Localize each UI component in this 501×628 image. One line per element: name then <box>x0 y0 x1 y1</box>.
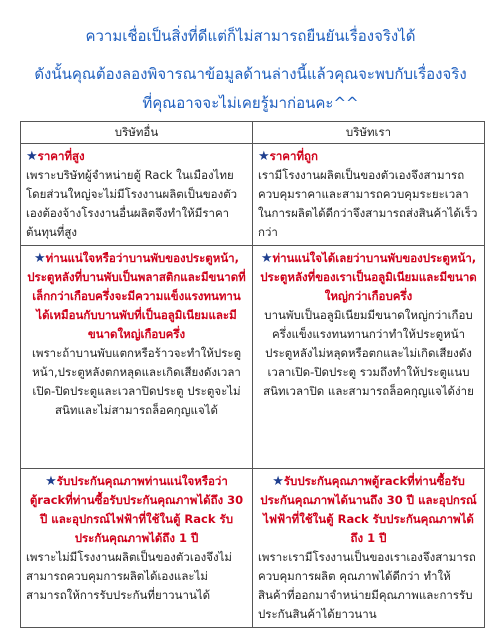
cell-other-hinge <box>21 246 253 469</box>
star-icon: ★ <box>258 149 270 164</box>
cell-other-price <box>21 144 253 246</box>
table-header-row <box>21 122 485 144</box>
star-icon: ★ <box>33 251 46 266</box>
cell-our-price <box>253 144 485 246</box>
star-icon: ★ <box>26 149 38 164</box>
headline-line-1: ความเชื่อเป็นสิ่งที่ดีแต่ก็ไม่สามารถยืนยันเรื่องจริงได้ <box>85 27 416 45</box>
title-text: ราคาที่สูง <box>37 149 85 163</box>
row-body: เพราะถ้าบานพับแตกหรือร้าวจะทำให้ประตูหน้า,ประตูหลังตกหลุดและเกิดเสียงดังเวลาเปิด-ปิดประตูและเวลาปิดประตู ประตูจะไม่สนิทและไม่สามารถล็อคกุญแจได้ <box>31 346 242 417</box>
table-row <box>21 469 485 628</box>
comparison-table <box>20 121 485 628</box>
table-row <box>21 246 485 469</box>
row-title <box>258 472 479 548</box>
row-body: เรามีโรงงานผลิตเป็นของตัวเองจึงสามารถควบคุมราคาและสามารถควบคุมระยะเวลาในการผลิตได้ดีกว่าจึงสามารถส่งสินค้าได้เร็วกว่า <box>258 168 478 239</box>
star-icon: ★ <box>260 251 273 266</box>
cell-our-warranty <box>253 469 485 628</box>
row-body: เพราะไม่มีโรงงานผลิตเป็นของตัวเองจึงไม่สามารถควบคุมการผลิตได้เองและไม่สามารถให้การรับประกันที่ยาวนานได้ <box>26 550 232 602</box>
star-icon: ★ <box>45 474 57 489</box>
title-text: ราคาที่ถูก <box>269 149 318 163</box>
star-icon: ★ <box>272 474 284 489</box>
row-title <box>258 147 479 166</box>
header-other-company: บริษัทอื่น <box>21 122 253 144</box>
row-body: เพราะเรามีโรงงานเป็นของเราเองจึงสามารถควบคุมการผลิต คุณภาพได้ดีกว่า ทำให้สินค้าที่ออกมาจำหน่ายมีคุณภาพและการรับประกันสินค้าได้ยาวนาน <box>258 550 476 621</box>
headline-line-2: ดังนั้นคุณต้องลองพิจารณาข้อมูลด้านล่างนี้แล้วคุณจะพบกับเรื่องจริง <box>34 65 467 83</box>
row-title <box>258 249 479 306</box>
row-title <box>26 249 247 344</box>
row-title <box>26 147 247 166</box>
cell-other-warranty <box>21 469 253 628</box>
title-text: ท่านแน่ใจหรือว่าบานพับของประตูหน้า, ประตูหลังที่บานพับเป็นพลาสติกและมีขนาดที่เล็กกว่าเกือบครึ่งจะมีความแข็งแรงทนทานได้เหมือนกับบานพับที่เป็นอลูมิเนียมและมีขนาดใหญ่เกือบครึ่ง <box>27 251 246 341</box>
title-text: รับประกันคุณภาพท่านแน่ใจหรือว่าตู้rackที่ท่านซื้อรับประกันคุณภาพได้ถึง 30 ปี และอุปกรณ์ไฟฟ้าที่ใช้ในตู้ Rack รับประกันคุณภาพได้ถึง 1 ปี <box>29 474 244 545</box>
cell-our-hinge <box>253 246 485 469</box>
headline-line-3: ที่คุณอาจจะไม่เคยรู้มาก่อนคะ^^ <box>142 94 359 112</box>
header-our-company: บริษัทเรา <box>253 122 485 144</box>
row-body: เพราะบริษัทผู้จำหน่ายตู้ Rack ในเมืองไทยโดยส่วนใหญ่จะไม่มีโรงงานผลิตเป็นของตัวเองต้องจ้างโรงงานอื่นผลิตจึงทำให้มีราคาต้นทุนที่สูง <box>26 168 238 239</box>
title-text: รับประกันคุณภาพตู้rackที่ท่านซื้อรับประกันคุณภาพได้นานถึง 30 ปี และอุปกรณ์ไฟฟ้าที่ใช้ในตู้ Rack รับประกันคุณภาพได้ถึง 1 ปี <box>260 474 477 545</box>
row-body: บานพับเป็นอลูมิเนียมมีขนาดใหญ่กว่าเกือบครึ่งแข็งแรงทนทานกว่าทำให้ประตูหน้า ประตูหลังไม่หลุดหรือตกและไม่เกิดเสียงดังเวลาเปิด-ปิดประตู รวมถึงทำให้ประตูแนบสนิทเวลาปิด และสามารถล็อคกุญแจได้ง่าย <box>263 308 474 398</box>
table-row <box>21 144 485 246</box>
title-text: ท่านแน่ใจได้เลยว่าบานพับของประตูหน้า, ประตูหลังที่ของเราเป็นอลูมิเนียมและมีขนาดใหญ่กว่าเกือบครึ่ง <box>260 251 477 303</box>
row-title <box>26 472 247 548</box>
